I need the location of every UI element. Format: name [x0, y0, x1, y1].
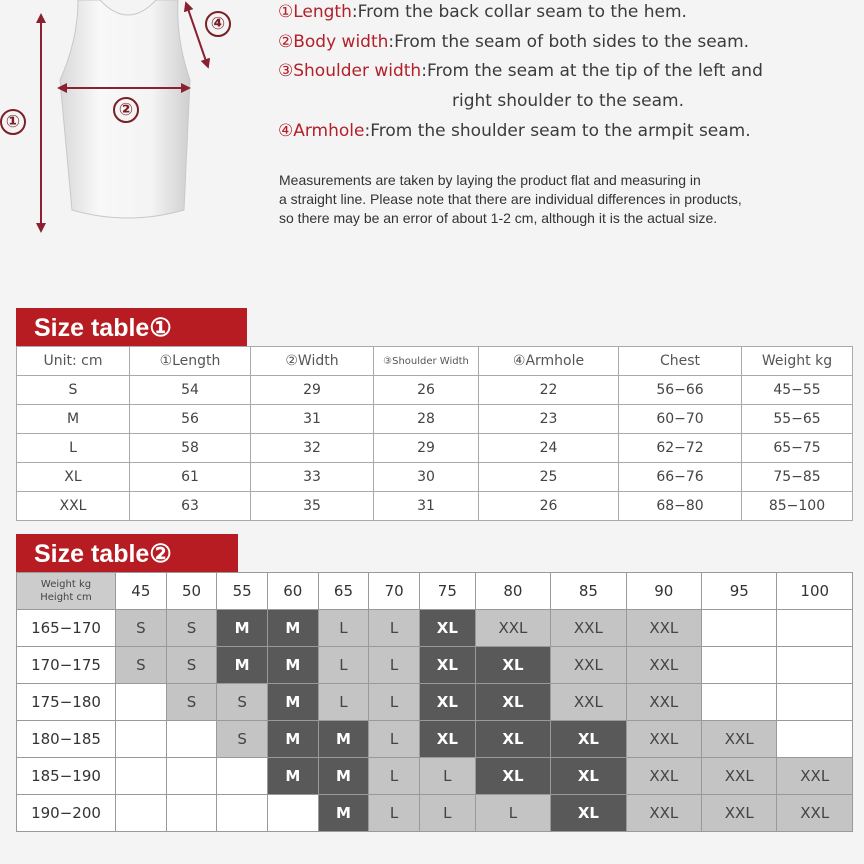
table-cell: 30	[374, 463, 479, 492]
size-cell: S	[166, 684, 217, 721]
size-cell: XXL	[702, 795, 777, 832]
marker-length: ①	[0, 109, 26, 135]
size-cell: L	[369, 610, 420, 647]
header-cell: Weight kg	[742, 347, 853, 376]
table-cell: 24	[479, 434, 619, 463]
size-cell: XXL	[626, 684, 701, 721]
size-cell: XXL	[551, 647, 626, 684]
height-cell: 175−180	[17, 684, 116, 721]
header-cell: ③Shoulder Width	[374, 347, 479, 376]
table-cell: S	[17, 376, 130, 405]
size-cell: L	[369, 684, 420, 721]
table-cell: 29	[374, 434, 479, 463]
table-cell: 26	[374, 376, 479, 405]
size-cell: XL	[475, 758, 550, 795]
height-cell: 165−170	[17, 610, 116, 647]
height-cell: 185−190	[17, 758, 116, 795]
size-cell: XXL	[626, 610, 701, 647]
size-cell: S	[116, 610, 167, 647]
size-cell: M	[267, 721, 318, 758]
table-cell: 58	[130, 434, 251, 463]
size-cell: XXL	[626, 647, 701, 684]
table-cell: XL	[17, 463, 130, 492]
size-cell: L	[419, 758, 475, 795]
size-cell: XL	[419, 721, 475, 758]
size-cell	[166, 795, 217, 832]
table-header-row	[17, 347, 853, 376]
tank-top-illustration	[0, 0, 270, 245]
corner-cell: Weight kg Height cm	[17, 573, 116, 610]
size-cell: XL	[419, 647, 475, 684]
size-cell	[217, 795, 268, 832]
size-table-1	[16, 346, 853, 521]
header-cell: ②Width	[251, 347, 374, 376]
table-cell: 23	[479, 405, 619, 434]
weight-header-row	[17, 573, 853, 610]
weight-header-cell: 45	[116, 573, 167, 610]
table-row	[17, 376, 853, 405]
size-cell: XXL	[777, 758, 853, 795]
size-cell: XL	[475, 721, 550, 758]
table-cell: 61	[130, 463, 251, 492]
table-row	[17, 758, 853, 795]
size-table-1-title: Size table①	[16, 308, 247, 346]
size-cell: L	[318, 647, 369, 684]
armhole-arrow	[187, 6, 207, 64]
size-cell	[777, 610, 853, 647]
size-cell: M	[217, 647, 268, 684]
size-table-2	[16, 572, 853, 832]
size-cell	[116, 721, 167, 758]
table-cell: XXL	[17, 492, 130, 521]
weight-header-cell: 100	[777, 573, 853, 610]
table-row	[17, 647, 853, 684]
weight-header-cell: 50	[166, 573, 217, 610]
size-cell	[702, 610, 777, 647]
table-cell: 63	[130, 492, 251, 521]
size-cell: XL	[419, 684, 475, 721]
table-row	[17, 610, 853, 647]
size-cell: XXL	[702, 758, 777, 795]
size-cell	[217, 758, 268, 795]
size-cell: M	[318, 721, 369, 758]
size-cell: L	[318, 684, 369, 721]
size-cell	[116, 758, 167, 795]
size-cell: M	[267, 758, 318, 795]
size-cell: S	[166, 610, 217, 647]
table-cell: 65−75	[742, 434, 853, 463]
table-row	[17, 434, 853, 463]
table-row	[17, 492, 853, 521]
header-cell: Unit: cm	[17, 347, 130, 376]
size-table-2-title: Size table②	[16, 534, 238, 572]
size-cell: XL	[551, 721, 626, 758]
weight-header-cell: 60	[267, 573, 318, 610]
table-row	[17, 405, 853, 434]
header-cell: ④Armhole	[479, 347, 619, 376]
weight-header-cell: 55	[217, 573, 268, 610]
size-cell: XXL	[551, 684, 626, 721]
table-row	[17, 721, 853, 758]
table-cell: L	[17, 434, 130, 463]
size-cell: XL	[475, 684, 550, 721]
table-row	[17, 795, 853, 832]
size-cell: XXL	[626, 795, 701, 832]
table-cell: 56	[130, 405, 251, 434]
size-cell	[702, 647, 777, 684]
size-cell: XXL	[475, 610, 550, 647]
weight-header-cell: 85	[551, 573, 626, 610]
size-cell: XXL	[702, 721, 777, 758]
size-cell: L	[369, 758, 420, 795]
size-cell	[116, 795, 167, 832]
table-row	[17, 463, 853, 492]
header-cell: Chest	[619, 347, 742, 376]
table-cell: 45−55	[742, 376, 853, 405]
table-cell: 33	[251, 463, 374, 492]
marker-armhole: ④	[205, 11, 231, 37]
size-cell: M	[267, 684, 318, 721]
weight-header-cell: 95	[702, 573, 777, 610]
table-cell: 25	[479, 463, 619, 492]
table-cell: 85−100	[742, 492, 853, 521]
table-cell: 62−72	[619, 434, 742, 463]
size-cell: M	[267, 647, 318, 684]
size-cell: XL	[551, 795, 626, 832]
marker-width: ②	[113, 97, 139, 123]
header-cell: ①Length	[130, 347, 251, 376]
size-cell: S	[116, 647, 167, 684]
height-cell: 190−200	[17, 795, 116, 832]
table-cell: 26	[479, 492, 619, 521]
size-cell: L	[419, 795, 475, 832]
size-cell: M	[217, 610, 268, 647]
measure-shoulder-cont: right shoulder to the seam.	[452, 91, 684, 111]
size-cell: M	[318, 758, 369, 795]
table-cell: 60−70	[619, 405, 742, 434]
weight-header-cell: 75	[419, 573, 475, 610]
weight-header-cell: 80	[475, 573, 550, 610]
size-cell: XXL	[777, 795, 853, 832]
size-cell	[166, 721, 217, 758]
size-cell: S	[217, 721, 268, 758]
size-cell: L	[475, 795, 550, 832]
size-cell	[777, 647, 853, 684]
size-cell: L	[369, 647, 420, 684]
size-cell: XL	[551, 758, 626, 795]
size-cell: S	[217, 684, 268, 721]
size-cell: XXL	[626, 721, 701, 758]
height-cell: 180−185	[17, 721, 116, 758]
weight-header-cell: 65	[318, 573, 369, 610]
size-cell	[777, 684, 853, 721]
table-cell: 31	[374, 492, 479, 521]
table-cell: M	[17, 405, 130, 434]
table-cell: 75−85	[742, 463, 853, 492]
measure-armhole: ④Armhole:From the shoulder seam to the armpit seam.	[278, 121, 751, 141]
size-cell: L	[369, 721, 420, 758]
size-cell	[267, 795, 318, 832]
size-cell: L	[318, 610, 369, 647]
table-cell: 22	[479, 376, 619, 405]
size-cell	[116, 684, 167, 721]
weight-header-cell: 90	[626, 573, 701, 610]
table-cell: 32	[251, 434, 374, 463]
table-cell: 54	[130, 376, 251, 405]
table-cell: 66−76	[619, 463, 742, 492]
size-cell: M	[267, 610, 318, 647]
table-cell: 55−65	[742, 405, 853, 434]
measurement-note: Measurements are taken by laying the product flat and measuring in a straight line. Please note that there are individual differences in products, so there may be an error of about 1-2 cm, although it is the actual size.	[279, 172, 742, 226]
table-cell: 29	[251, 376, 374, 405]
table-cell: 35	[251, 492, 374, 521]
table-cell: 31	[251, 405, 374, 434]
table-cell: 56−66	[619, 376, 742, 405]
size-cell: L	[369, 795, 420, 832]
size-cell	[166, 758, 217, 795]
height-cell: 170−175	[17, 647, 116, 684]
size-cell	[777, 721, 853, 758]
size-cell: XL	[419, 610, 475, 647]
measure-width: ②Body width:From the seam of both sides to the seam.	[278, 32, 750, 52]
size-cell	[702, 684, 777, 721]
measure-shoulder: ③Shoulder width:From the seam at the tip of the left and	[278, 61, 763, 81]
measure-length: ①Length:From the back collar seam to the hem.	[278, 2, 687, 22]
size-cell: XXL	[551, 610, 626, 647]
size-cell: XXL	[626, 758, 701, 795]
weight-header-cell: 70	[369, 573, 420, 610]
size-cell: M	[318, 795, 369, 832]
size-cell: XL	[475, 647, 550, 684]
table-cell: 28	[374, 405, 479, 434]
size-cell: S	[166, 647, 217, 684]
table-row	[17, 684, 853, 721]
table-cell: 68−80	[619, 492, 742, 521]
